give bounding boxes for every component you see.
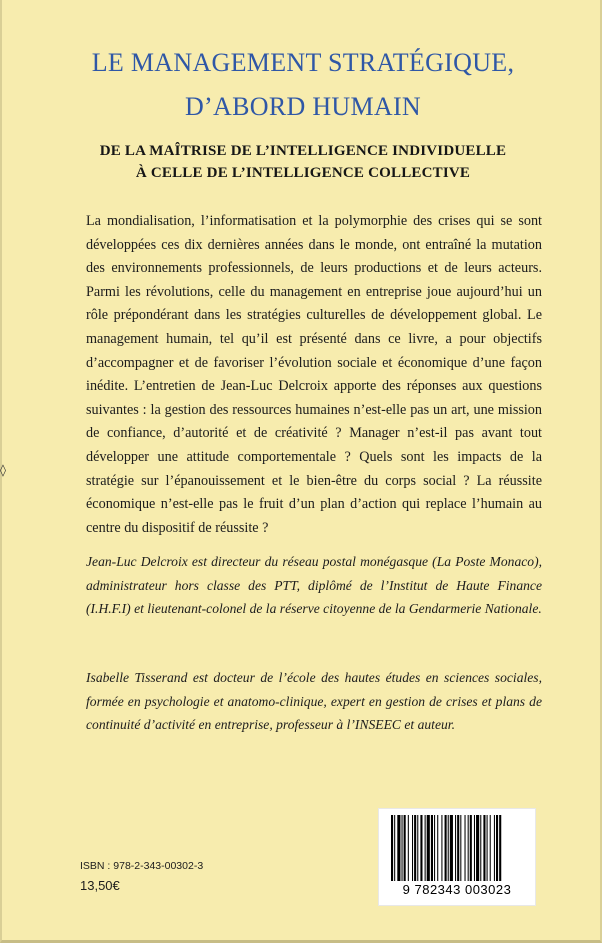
author-bio-tisserand: Isabelle Tisserand est docteur de l’école des hautes études en sciences sociales, formée en psychologie et anatomo-clinique, expert en gestion de crises et plans de continuité d’activité en entreprise, professeur à l’INSEEC et auteur. [86,670,542,733]
isbn-number: ISBN : 978-2-343-00302-3 [80,860,204,872]
barcode-bars-icon [387,815,527,881]
book-price: 13,50€ [80,878,120,893]
author-bio-delcroix: Jean-Luc Delcroix est directeur du réseau postal monégasque (La Poste Monaco), administrateur hors classe des PTT, diplômé de l’Institut de Haute Finance (I.H.F.I) et lieutenant-colonel de la réserve citoyenne de la Gendarmerie Nationale. [86,554,542,617]
book-title-line-1: LE MANAGEMENT STRATÉGIQUE, [91,48,515,77]
barcode-digits: 9 782343 003023 [402,882,512,897]
book-subtitle-line-1: DE LA MAÎTRISE DE L’INTELLIGENCE INDIVIDUELLE [99,143,507,159]
book-title-line-2: D’ABORD HUMAIN [184,92,422,121]
book-subtitle-line-2: À CELLE DE L’INTELLIGENCE COLLECTIVE [135,165,471,181]
edge-diamond-icon: ◊ [0,463,6,477]
book-summary: La mondialisation, l’informatisation et la polymorphie des crises qui se sont développées ces dix dernières années dans le monde, ont entraîné la mutation des environnements professionnels, de leurs productions et de leurs acteurs. Parmi les révolutions, celle du management en entreprise joue aujourd’hui un rôle prépondérant dans les stratégies culturelles de développement global. Le management humain, tel qu’il est présenté dans ce livre, a pour objectifs d’accompagner et de favoriser l’évolution sociale et économique d’une façon inédite. L’entretien de Jean-Luc Delcroix apporte des réponses aux questions suivantes : la gestion des ressources humaines n’est-elle pas un art, une mission de confiance, d’autorité et de créativité ? Manager n’est-il pas avant tout développer une attitude comportementale ? Quels sont les impacts de la stratégie sur l’épanouissement et le bien-être du corps social ? La réussite économique n’est-elle pas le fruit d’un plan d’action qui replace l’humain au centre du dispositif de réussite ? [86,213,542,536]
barcode [378,808,536,906]
